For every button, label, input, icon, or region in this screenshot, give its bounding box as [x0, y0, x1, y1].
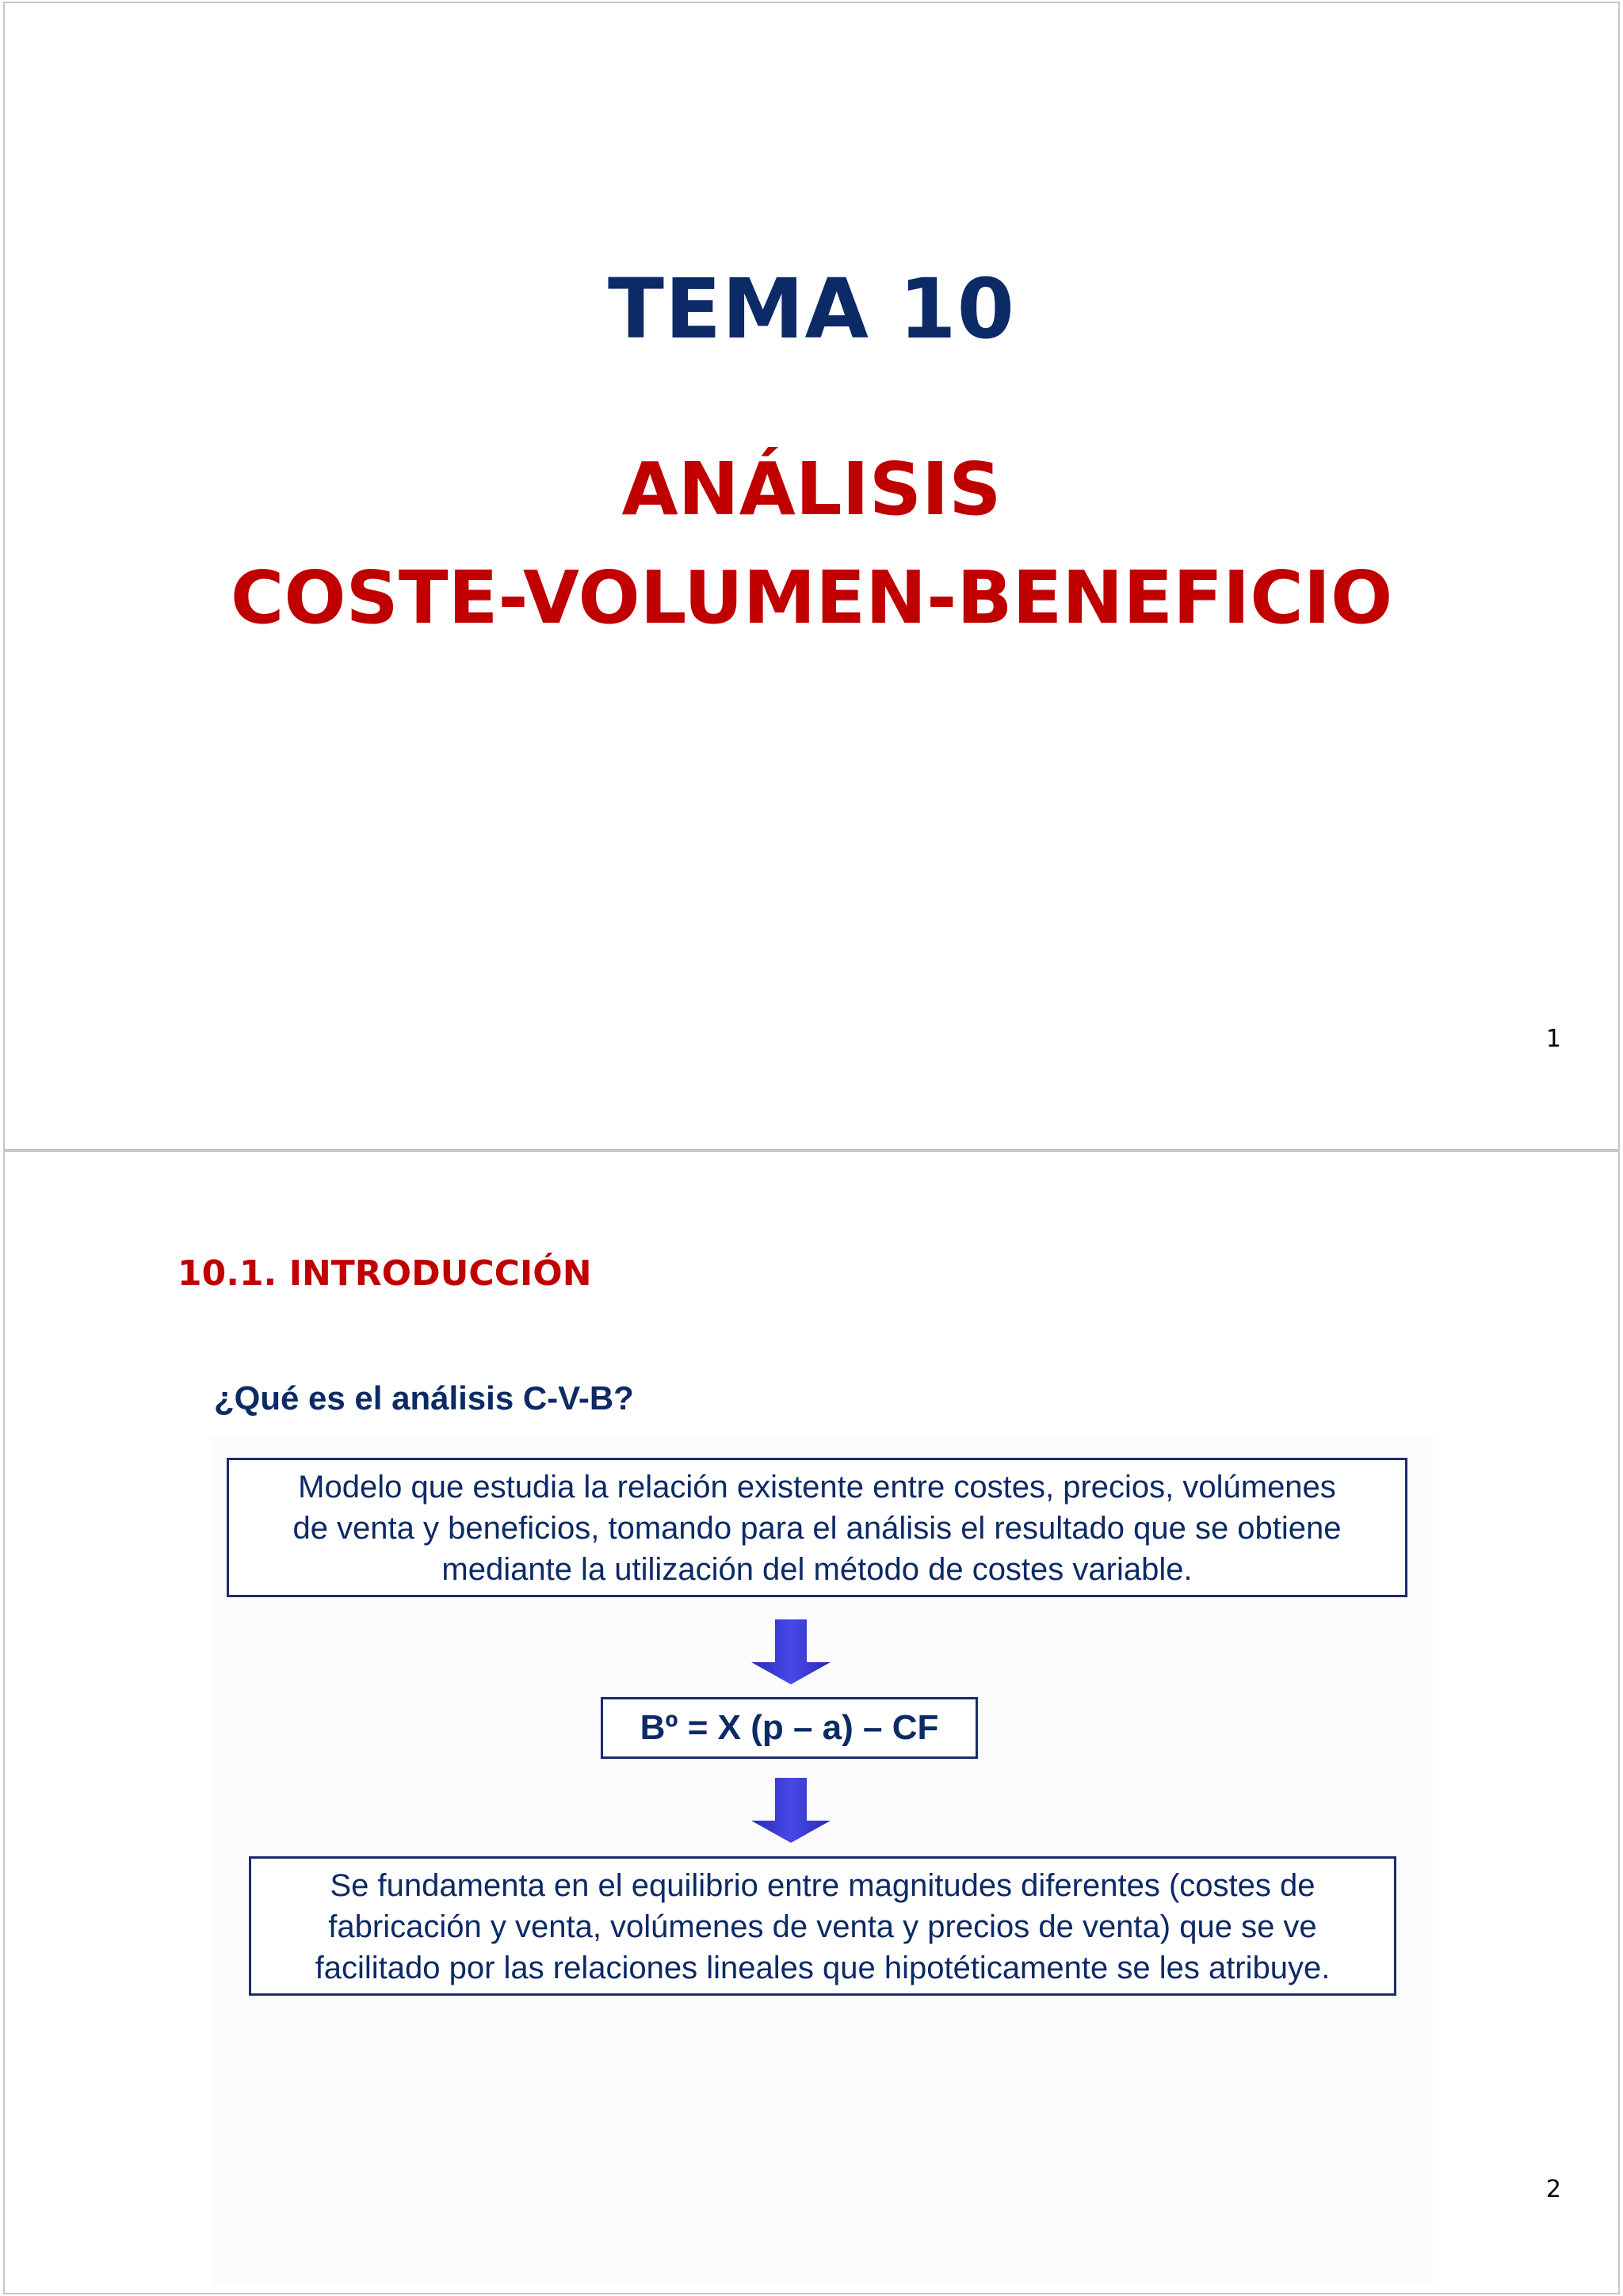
foundation-line-3: facilitado por las relaciones lineales que hipotéticamente se les atribuye. — [315, 1951, 1331, 1985]
foundation-line-1: Se fundamenta en el equilibrio entre magnitudes diferentes (costes de — [330, 1868, 1316, 1903]
slide-subtitle-line-1: ANÁLISIS — [621, 447, 1002, 532]
down-arrow-icon — [751, 1619, 831, 1684]
model-line-2: de venta y beneficios, tomando para el análisis el resultado que se obtiene — [292, 1511, 1342, 1546]
page-number: 2 — [1545, 2176, 1561, 2203]
section-heading: 10.1. INTRODUCCIÓN — [178, 1253, 592, 1294]
model-line-3: mediante la utilización del método de costes variable. — [441, 1552, 1193, 1587]
question-text: ¿Qué es el análisis C-V-B? — [214, 1379, 634, 1417]
foundation-box — [249, 1856, 1396, 1996]
down-arrow-icon — [751, 1778, 831, 1843]
foundation-line-2: fabricación y venta, volúmenes de venta y precios de venta) que se ve — [328, 1909, 1317, 1944]
slide-subtitle-line-2: COSTE-VOLUMEN-BENEFICIO — [230, 555, 1393, 640]
slide-1 — [3, 2, 1620, 1150]
page-number: 1 — [1545, 1025, 1561, 1053]
formula-text: Bº = X (p – a) – CF — [640, 1708, 939, 1747]
slide-title: TEMA 10 — [608, 261, 1015, 357]
slide-2 — [3, 1150, 1620, 2294]
model-line-1: Modelo que estudia la relación existente entre costes, precios, volúmenes — [298, 1470, 1336, 1505]
formula-box — [601, 1697, 978, 1759]
model-definition-box — [227, 1458, 1407, 1597]
